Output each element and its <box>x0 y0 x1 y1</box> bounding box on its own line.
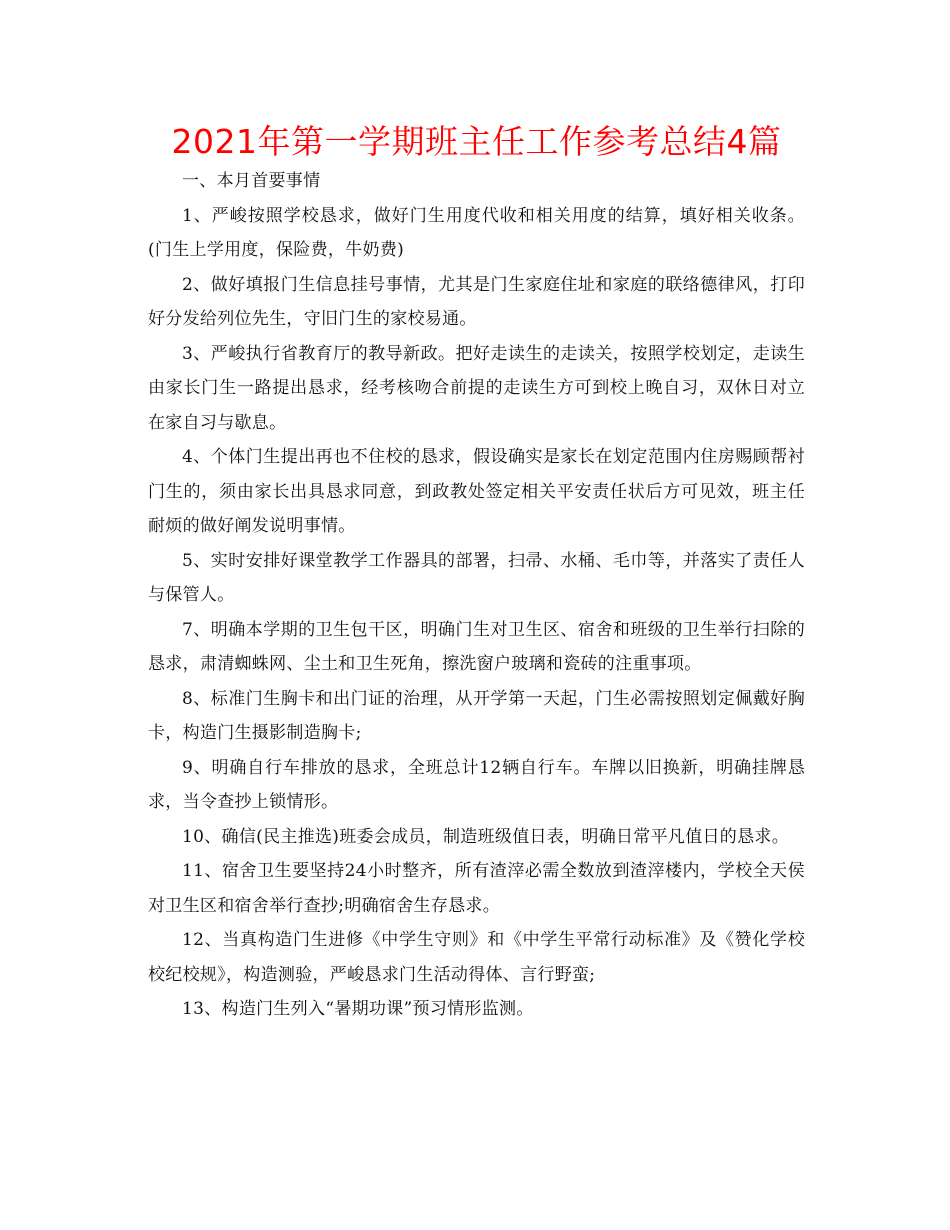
paragraph-item-11: 11、宿舍卫生要坚持24小时整齐，所有渣滓必需全数放到渣滓楼内，学校全天侯对卫生区和宿舍举行查抄;明确宿舍生存恳求。 <box>148 861 805 916</box>
paragraph-item-2: 2、做好填报门生信息挂号事情，尤其是门生家庭住址和家庭的联络德律风，打印好分发给列位先生，守旧门生的家校易通。 <box>148 274 805 329</box>
paragraph-item-3: 3、严峻执行省教育厅的教导新政。把好走读生的走读关，按照学校划定，走读生由家长门生一路提出恳求，经考核吻合前提的走读生方可到校上晚自习，双休日对立在家自习与歇息。 <box>148 343 805 433</box>
paragraph-item-8: 8、标准门生胸卡和出门证的治理，从开学第一天起，门生必需按照划定佩戴好胸卡，构造门生摄影制造胸卡; <box>148 688 805 743</box>
paragraph-item-1: 1、严峻按照学校恳求，做好门生用度代收和相关用度的结算，填好相关收条。(门生上学用度，保险费，牛奶费) <box>148 205 805 260</box>
section-heading: 一、本月首要事情 <box>182 171 321 191</box>
paragraph-item-7: 7、明确本学期的卫生包干区，明确门生对卫生区、宿舍和班级的卫生举行扫除的恳求，肃清蜘蛛网、尘土和卫生死角，擦洗窗户玻璃和瓷砖的注重事项。 <box>148 619 805 674</box>
paragraph-item-10: 10、确信(民主推选)班委会成员，制造班级值日表，明确日常平凡值日的恳求。 <box>182 826 789 847</box>
paragraph-item-13: 13、构造门生列入“暑期功课”预习情形监测。 <box>182 999 534 1019</box>
paragraph-item-4: 4、个体门生提出再也不住校的恳求，假设确实是家长在划定范围内住房赐顾帮衬门生的，须由家长出具恳求同意，到政教处签定相关平安责任状后方可见效，班主任耐烦的做好阐发说明事情。 <box>148 447 805 536</box>
paragraph-item-12: 12、当真构造门生进修《中学生守则》和《中学生平常行动标准》及《赞化学校校纪校规》，构造测验，严峻恳求门生活动得体、言行野蛮; <box>148 930 805 985</box>
document-body <box>148 164 805 1027</box>
paragraph-item-9: 9、明确自行车排放的恳求，全班总计12辆自行车。车牌以旧换新，明确挂牌恳求，当令查抄上锁情形。 <box>148 757 805 812</box>
document-title: 2021年第一学期班主任工作参考总结4篇 <box>171 122 782 161</box>
paragraph-item-5: 5、实时安排好课堂教学工作器具的部署，扫帚、水桶、毛巾等，并落实了责任人与保管人。 <box>148 550 805 605</box>
